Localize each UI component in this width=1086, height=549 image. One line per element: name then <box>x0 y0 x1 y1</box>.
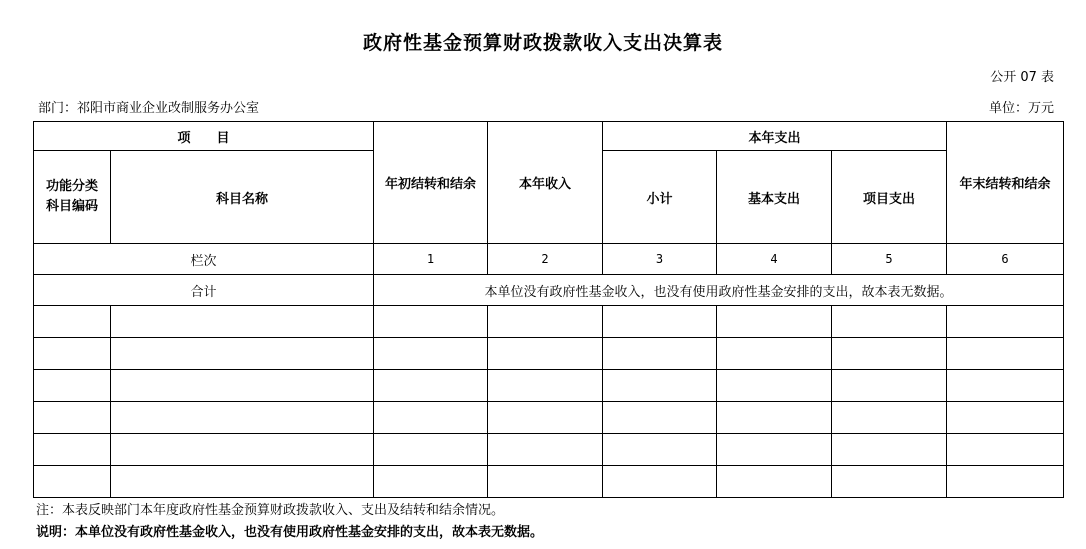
department-label: 部门：祁阳市商业企业改制服务办公室 <box>38 101 260 116</box>
table-cell <box>832 402 947 434</box>
header-row-1 <box>34 122 1064 151</box>
table-cell <box>603 370 717 402</box>
no-data-message: 本单位没有政府性基金收入，也没有使用政府性基金安排的支出，故本表无数据。 <box>374 275 1064 306</box>
table-code: 公开 07 表 <box>990 70 1054 85</box>
table-cell <box>947 466 1064 498</box>
table-cell <box>111 338 374 370</box>
column-number: 3 <box>603 244 717 275</box>
table-cell <box>111 370 374 402</box>
header-beginning-balance: 年初结转和结余 <box>374 122 488 244</box>
total-label: 合计 <box>34 275 374 306</box>
table-cell <box>947 370 1064 402</box>
table-row <box>34 306 1064 338</box>
table-row <box>34 370 1064 402</box>
column-number-row <box>34 244 1064 275</box>
table-cell <box>34 338 111 370</box>
table-cell <box>832 466 947 498</box>
header-subject-name: 科目名称 <box>111 151 374 244</box>
table-cell <box>947 434 1064 466</box>
header-item: 项 目 <box>34 122 374 151</box>
table-cell <box>947 338 1064 370</box>
table-cell <box>374 402 488 434</box>
column-number: 2 <box>488 244 603 275</box>
table-cell <box>832 370 947 402</box>
table-cell <box>488 306 603 338</box>
table-cell <box>34 434 111 466</box>
table-cell <box>717 338 832 370</box>
column-number: 4 <box>717 244 832 275</box>
header-project-expense: 项目支出 <box>832 151 947 244</box>
unit-label: 单位：万元 <box>988 101 1054 116</box>
table-cell <box>603 306 717 338</box>
header-ending-balance: 年末结转和结余 <box>947 122 1064 244</box>
table-cell <box>111 434 374 466</box>
table-cell <box>34 466 111 498</box>
table-cell <box>374 306 488 338</box>
table-cell <box>832 306 947 338</box>
column-number: 1 <box>374 244 488 275</box>
table-cell <box>947 402 1064 434</box>
table-row <box>34 434 1064 466</box>
table-cell <box>717 466 832 498</box>
table-cell <box>717 370 832 402</box>
page-title: 政府性基金预算财政拨款收入支出决算表 <box>362 32 723 54</box>
table-row <box>34 338 1064 370</box>
table-cell <box>488 402 603 434</box>
total-row <box>34 275 1064 306</box>
table-cell <box>488 370 603 402</box>
column-number: 5 <box>832 244 947 275</box>
fund-budget-table <box>33 121 1064 498</box>
table-cell <box>488 434 603 466</box>
table-cell <box>488 338 603 370</box>
header-func-code: 功能分类 科目编码 <box>34 151 111 244</box>
table-cell <box>34 306 111 338</box>
header-current-income: 本年收入 <box>488 122 603 244</box>
table-cell <box>34 402 111 434</box>
table-cell <box>603 338 717 370</box>
table-cell <box>603 434 717 466</box>
table-cell <box>947 306 1064 338</box>
table-cell <box>111 466 374 498</box>
table-cell <box>374 434 488 466</box>
header-current-expense: 本年支出 <box>603 122 947 151</box>
table-cell <box>111 306 374 338</box>
table-cell <box>374 466 488 498</box>
table-row <box>34 402 1064 434</box>
table-cell <box>717 434 832 466</box>
table-cell <box>488 466 603 498</box>
explanation-note: 说明：本单位没有政府性基金收入，也没有使用政府性基金安排的支出，故本表无数据。 <box>36 525 544 540</box>
table-cell <box>374 338 488 370</box>
column-number: 6 <box>947 244 1064 275</box>
table-cell <box>374 370 488 402</box>
table-cell <box>832 338 947 370</box>
table-cell <box>34 370 111 402</box>
table-cell <box>603 466 717 498</box>
table-cell <box>832 434 947 466</box>
table-note: 注：本表反映部门本年度政府性基金预算财政拨款收入、支出及结转和结余情况。 <box>36 503 505 518</box>
table-cell <box>717 306 832 338</box>
table-cell <box>111 402 374 434</box>
header-basic-expense: 基本支出 <box>717 151 832 244</box>
table-row <box>34 466 1064 498</box>
header-subtotal: 小计 <box>603 151 717 244</box>
table-cell <box>717 402 832 434</box>
table-cell <box>603 402 717 434</box>
column-number-label: 栏次 <box>34 244 374 275</box>
